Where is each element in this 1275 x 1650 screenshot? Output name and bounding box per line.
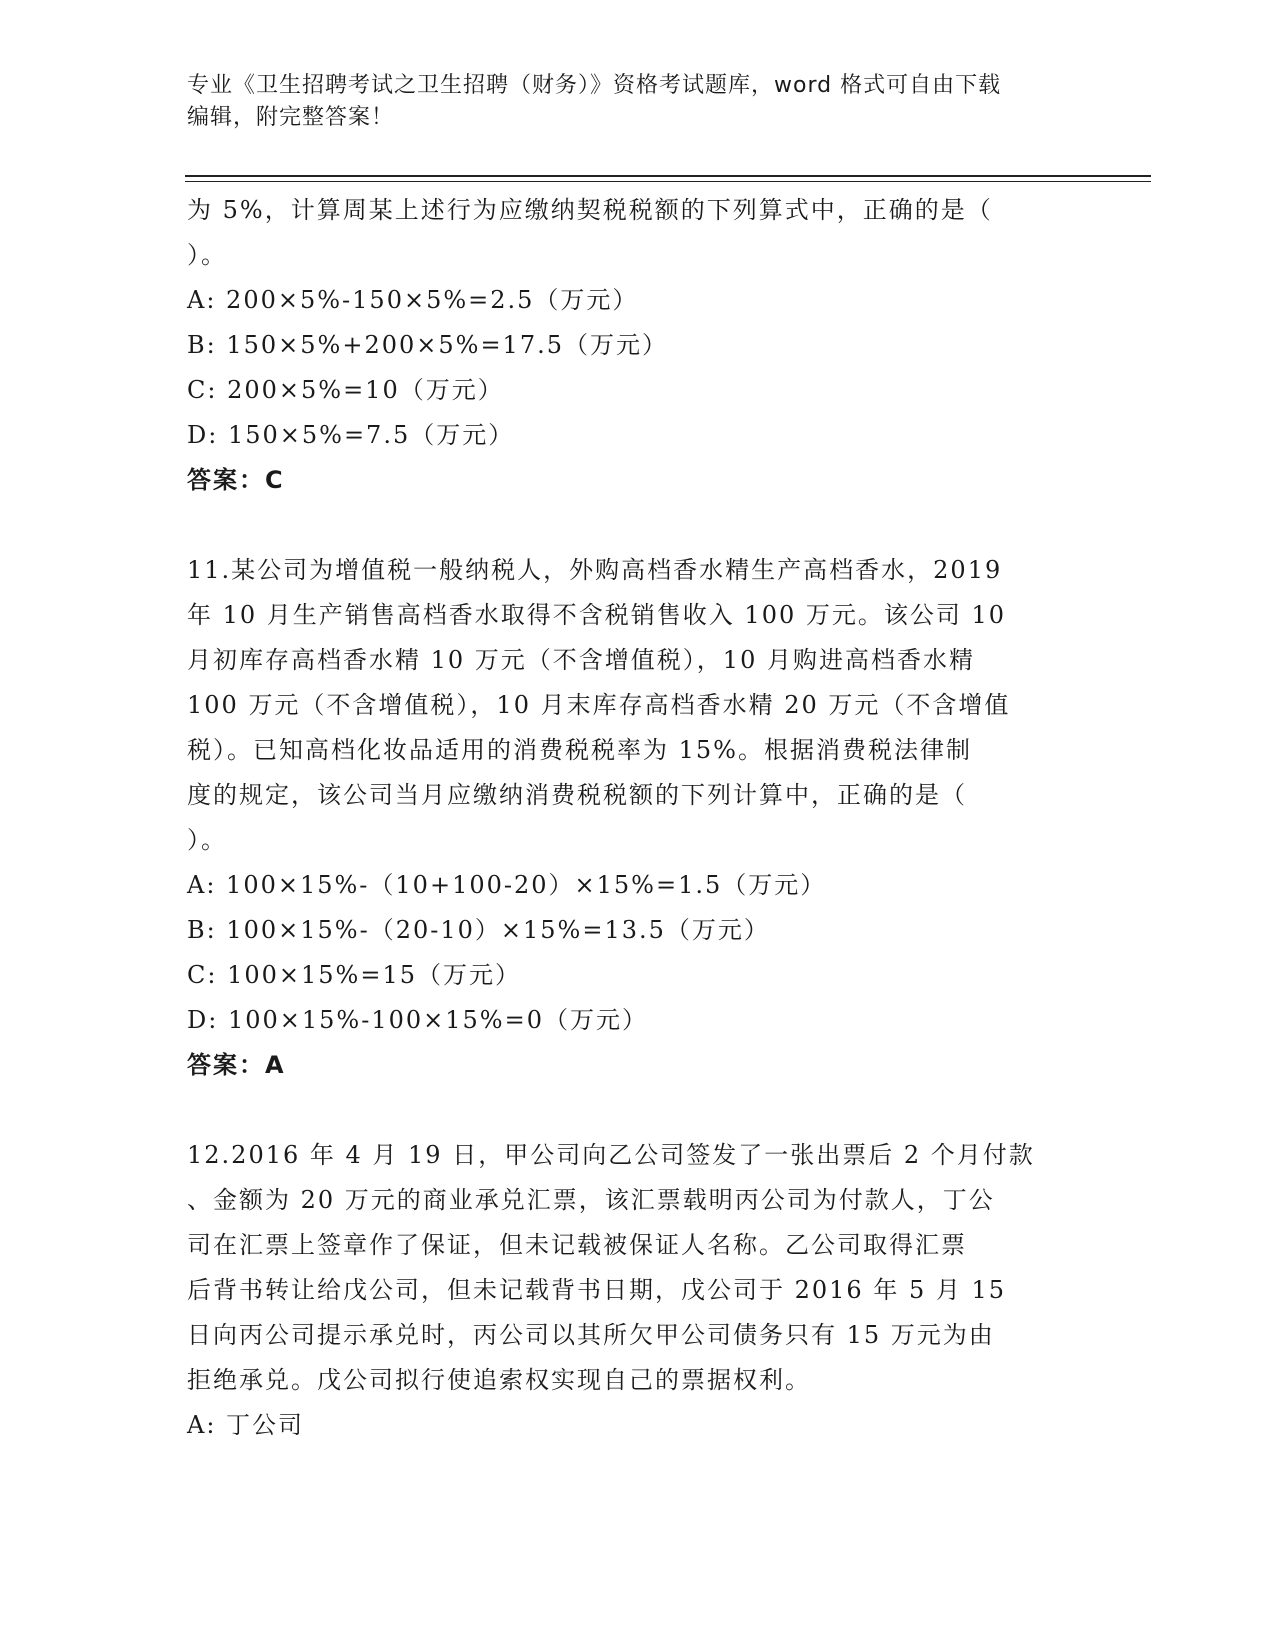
header-divider-thin (185, 181, 1151, 182)
option-a: A: 丁公司 (187, 1411, 305, 1439)
option-d: D: 150×5%=7.5（万元） (187, 421, 515, 449)
question-text-line: 月初库存高档香水精 10 万元（不含增值税），10 月购进高档香水精 (187, 646, 975, 674)
question-11 (187, 548, 1067, 1088)
option-a: A: 200×5%-150×5%=2.5（万元） (187, 286, 639, 314)
question-text-line: 拒绝承兑。戊公司拟行使追索权实现自己的票据权利。 (187, 1366, 811, 1394)
question-text-line: 日向丙公司提示承兑时，丙公司以其所欠甲公司债务只有 15 万元为由 (187, 1321, 995, 1349)
question-text-line: 度的规定，该公司当月应缴纳消费税税额的下列计算中，正确的是（ (187, 781, 967, 809)
spacer (187, 503, 1067, 548)
question-text-line: 司在汇票上签章作了保证，但未记载被保证人名称。乙公司取得汇票 (187, 1231, 967, 1259)
answer-label: 答案：C (187, 466, 285, 494)
option-b: B: 150×5%+200×5%=17.5（万元） (187, 331, 668, 359)
question-text-line: ）。 (187, 241, 227, 269)
option-b: B: 100×15%-（20-10）×15%=13.5（万元） (187, 916, 770, 944)
question-text-line: 、金额为 20 万元的商业承兑汇票，该汇票载明丙公司为付款人，丁公 (187, 1186, 995, 1214)
question-text-line: 后背书转让给戊公司，但未记载背书日期，戊公司于 2016 年 5 月 15 (187, 1276, 1007, 1304)
question-12 (187, 1133, 1067, 1448)
document-header (187, 70, 1067, 134)
answer-label: 答案：A (187, 1051, 286, 1079)
question-text-line: 11.某公司为增值税一般纳税人，外购高档香水精生产高档香水，2019 (187, 556, 1003, 584)
spacer (187, 1088, 1067, 1133)
header-line-2: 编辑，附完整答案！ (187, 105, 395, 130)
question-text-line: 12.2016 年 4 月 19 日，甲公司向乙公司签发了一张出票后 2 个月付款 (187, 1141, 1035, 1169)
document-body (187, 188, 1067, 1448)
option-c: C: 100×15%=15（万元） (187, 961, 521, 989)
option-d: D: 100×15%-100×15%=0（万元） (187, 1006, 648, 1034)
question-text-line: 年 10 月生产销售高档香水取得不含税销售收入 100 万元。该公司 10 (187, 601, 1007, 629)
header-divider-thick (185, 175, 1151, 177)
option-c: C: 200×5%=10（万元） (187, 376, 504, 404)
question-text-line: 为 5%，计算周某上述行为应缴纳契税税额的下列算式中，正确的是（ (187, 196, 993, 224)
question-text-line: ）。 (187, 826, 227, 854)
question-10 (187, 188, 1067, 503)
option-a: A: 100×15%-（10+100-20）×15%=1.5（万元） (187, 871, 827, 899)
question-text-line: 税）。已知高档化妆品适用的消费税税率为 15%。根据消费税法律制 (187, 736, 972, 764)
question-text-line: 100 万元（不含增值税），10 月末库存高档香水精 20 万元（不含增值 (187, 691, 1011, 719)
header-line-1: 专业《卫生招聘考试之卫生招聘（财务）》资格考试题库，word 格式可自由下载 (187, 73, 1002, 98)
